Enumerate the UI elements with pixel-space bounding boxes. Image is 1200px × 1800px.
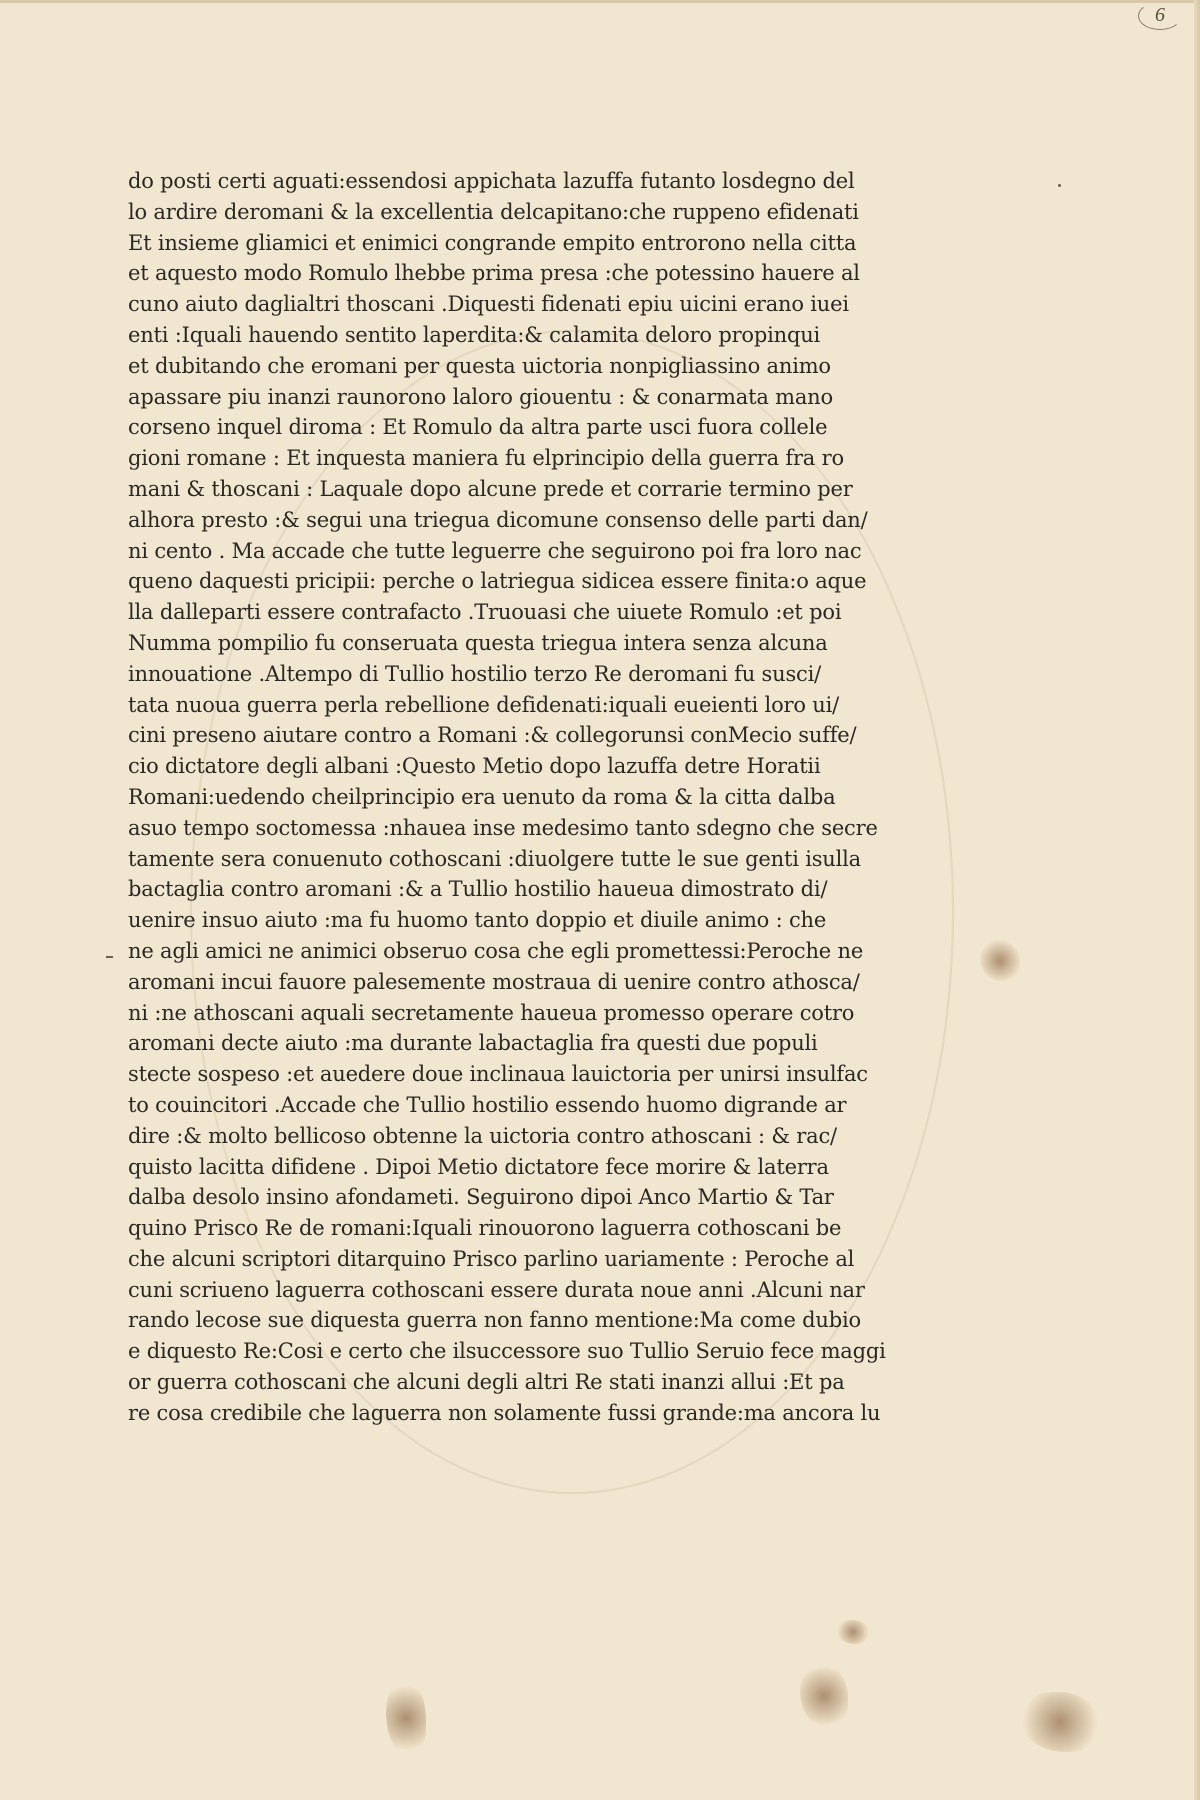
- text-line: do posti certi aguati:essendosi appichata lazuffa futanto losdegno del: [128, 169, 855, 193]
- text-line: or guerra cothoscani che alcuni degli altri Re stati inanzi allui :Et pa: [128, 1370, 845, 1395]
- text-line: gioni romane : Et inquesta maniera fu elprincipio della guerra fra ro: [128, 446, 844, 471]
- paper-stain: [800, 1664, 848, 1728]
- paper-stain: [386, 1680, 426, 1756]
- text-line: cio dictatore degli albani :Questo Metio dopo lazuffa detre Horatii: [128, 754, 821, 779]
- text-line: e diquesto Re:Cosi e certo che ilsuccessore suo Tullio Seruio fece maggi: [128, 1339, 886, 1364]
- paper-stain: [980, 940, 1020, 982]
- text-line: quisto lacitta difidene . Dipoi Metio dictatore fece morire & laterra: [128, 1154, 829, 1179]
- text-line: et dubitando che eromani per questa uictoria nonpigliassino animo: [128, 353, 831, 378]
- page-top-edge: [0, 0, 1200, 3]
- text-line: ni :ne athoscani aquali secretamente haueua promesso operare cotro: [128, 1000, 855, 1025]
- paper-stain: [1020, 1692, 1100, 1752]
- margin-mark: [1058, 184, 1061, 187]
- text-line: cuno aiuto daglialtri thoscani .Diquesti fidenati epiu uicini erano iuei: [128, 292, 849, 317]
- text-line: re cosa credibile che laguerra non solamente fussi grande:ma ancora lu: [128, 1400, 881, 1425]
- text-line: apassare piu inanzi raunorono laloro giouentu : & conarmata mano: [128, 384, 833, 409]
- text-line: lla dalleparti essere contrafacto .Truouasi che uiuete Romulo :et poi: [128, 600, 842, 625]
- text-line: lo ardire deromani & la excellentia delcapitano:che ruppeno efidenati: [128, 199, 859, 224]
- text-line: et aquesto modo Romulo lhebbe prima presa :che potessino hauere al: [128, 261, 860, 286]
- body-text: [128, 166, 888, 1429]
- text-line: dalba desolo insino afondameti. Seguirono dipoi Anco Martio & Tar: [128, 1185, 834, 1210]
- text-line: quino Prisco Re de romani:Iquali rinouorono laguerra cothoscani be: [128, 1216, 842, 1241]
- text-line: queno daquesti pricipii: perche o latriegua sidicea essere finita:o aque: [128, 569, 867, 594]
- text-line: innouatione .Altempo di Tullio hostilio terzo Re deromani fu susci/: [128, 661, 821, 686]
- text-line: Numma pompilio fu conseruata questa triegua intera senza alcuna: [128, 630, 828, 655]
- text-line: cini preseno aiutare contro a Romani :& collegorunsi conMecio suffe/: [128, 723, 857, 748]
- text-line: dire :& molto bellicoso obtenne la uictoria contro athoscani : & rac/: [128, 1123, 837, 1148]
- text-line: enti :Iquali hauendo sentito laperdita:& calamita deloro propinqui: [128, 322, 821, 347]
- text-line: tamente sera conuenuto cothoscani :diuolgere tutte le sue genti isulla: [128, 846, 861, 871]
- text-line: cuni scriueno laguerra cothoscani essere durata noue anni .Alcuni nar: [128, 1277, 865, 1302]
- text-line: aromani decte aiuto :ma durante labactaglia fra questi due populi: [128, 1031, 818, 1056]
- text-line: ne agli amici ne animici obseruo cosa che egli promettessi:Peroche ne: [128, 938, 864, 963]
- text-line: stecte sospeso :et auedere doue inclinaua lauictoria per unirsi insulfac: [128, 1062, 868, 1087]
- margin-mark: [106, 956, 113, 958]
- text-line: Romani:uedendo cheilprincipio era uenuto da roma & la citta dalba: [128, 784, 836, 809]
- text-line: to couincitori .Accade che Tullio hostilio essendo huomo digrande ar: [128, 1092, 847, 1117]
- text-line: aromani incui fauore palesemente mostraua di uenire contro athosca/: [128, 969, 860, 994]
- text-line: tata nuoua guerra perla rebellione defidenati:iquali eueienti loro ui/: [128, 692, 839, 717]
- folio-number: 6: [1138, 2, 1182, 30]
- text-line: ni cento . Ma accade che tutte leguerre che seguirono poi fra loro nac: [128, 538, 862, 563]
- text-line: asuo tempo soctomessa :nhauea inse medesimo tanto sdegno che secre: [128, 815, 878, 840]
- text-line: che alcuni scriptori ditarquino Prisco parlino uariamente : Peroche al: [128, 1246, 855, 1271]
- text-line: mani & thoscani : Laquale dopo alcune prede et corrarie termino per: [128, 476, 853, 501]
- text-line: alhora presto :& segui una triegua dicomune consenso delle parti dan/: [128, 507, 868, 532]
- text-line: rando lecose sue diquesta guerra non fanno mentione:Ma come dubio: [128, 1308, 861, 1333]
- paper-stain: [836, 1620, 870, 1644]
- text-line: Et insieme gliamici et enimici congrande empito entrorono nella citta: [128, 230, 857, 255]
- text-line: uenire insuo aiuto :ma fu huomo tanto doppio et diuile animo : che: [128, 908, 827, 933]
- text-line: corseno inquel diroma : Et Romulo da altra parte usci fuora collele: [128, 415, 828, 440]
- page-right-edge: [1194, 0, 1200, 1800]
- text-line: bactaglia contro aromani :& a Tullio hostilio haueua dimostrato di/: [128, 877, 828, 902]
